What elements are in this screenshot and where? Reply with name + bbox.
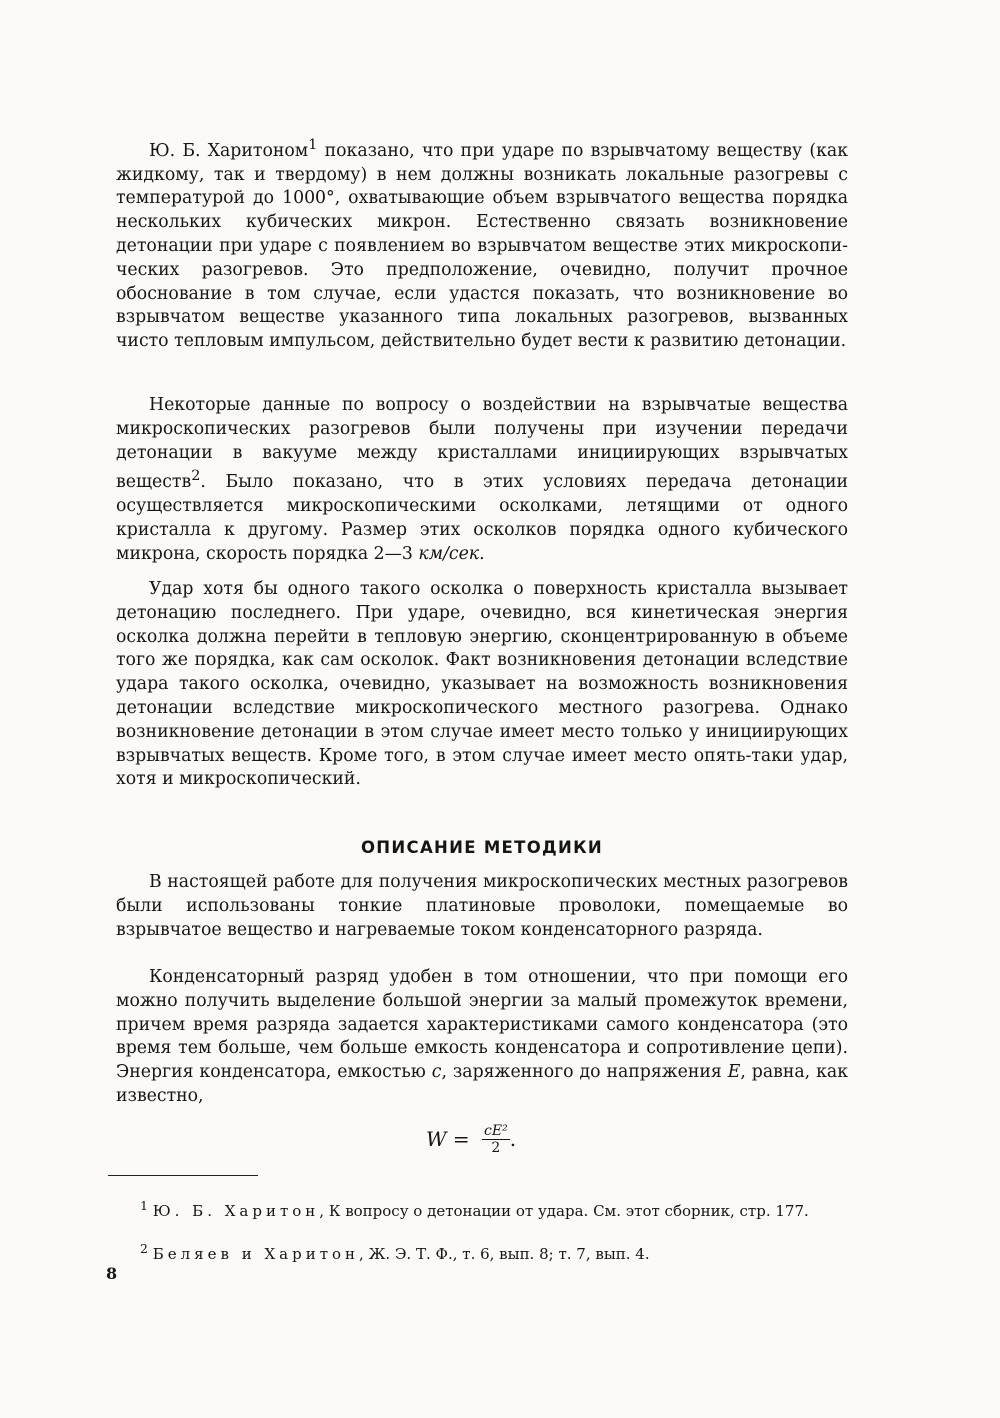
paragraph-5-end: , равна, как известно, [116,1062,849,1106]
paragraph-1 [116,134,848,354]
paragraph-2-text-b: . Было показано, что в этих условиях передача детонации осуществляется микроскопическими осколками, летящими от одного кристалла к другому. Размер этих осколков порядка одного кубического микрона, скорость порядка 2—3 [116,472,848,564]
energy-formula [426,1118,516,1160]
formula-denominator: 2 [491,1139,501,1156]
paragraph-2-text-a: Некоторые данные по вопросу о воздействии на взрывчатые вещества микроскопических разогревов были получены при изучении передачи детонации в вакууме между кристаллами инициирующих взрывчатых веществ [116,395,848,493]
formula-lhs: W [426,1127,447,1151]
formula-fraction [482,1123,510,1156]
voltage-symbol: E [727,1062,741,1083]
paragraph-5 [116,966,848,1109]
speed-unit: км/сек. [418,543,485,564]
footnote-divider [108,1175,258,1176]
author-name: Ю. Б. Харитоном [149,140,309,161]
footnote-2-mark: 2 [140,1241,148,1256]
footnote-ref-2[interactable]: 2 [191,468,201,485]
footnote-1-mark: 1 [140,1198,148,1213]
formula-period: . [509,1127,517,1151]
footnote-ref-1[interactable]: 1 [308,137,318,153]
paragraph-5-text-a: Конденсаторный разряд удобен в том отношении, что при помощи его можно получить выделение большой энергии за малый промежуток времени, причем время разряда задается характеристиками самого конденсатора (это время тем больше, чем больше емкость конденсатора и сопротивление цепи). Энергия конденсатора, емкостью [116,967,848,1083]
footnote-1 [108,1196,848,1221]
page-number: 8 [106,1264,118,1283]
footnote-1-author: Ю. Б. Харитон [152,1202,320,1220]
paragraph-1-text: показано, что при ударе по взрывчатому веществу (как жидкому, так и твердому) в нем должны возникать локальные разогревы с температурой до 1000°, охватывающие объем взрывчатого вещества порядка нескольких кубических микрон. Естественно связать возникновение детонации при ударе с появлением во взрывчатом веществе этих микроскопических разогревов. Это предположение, очевидно, получит прочное обоснование в том случае, если удастся показать, что возникновение во взрывчатом веществе указанного типа локальных разогревов, вызванных чисто тепловым импульсом, действительно будет вести к развитию детонации. [116,140,849,352]
paragraph-4: В настоящей работе для получения микроскопических местных разогревов были использованы тонкие платиновые проволоки, помещаемые во взрывчатое вещество и нагреваемые током конденсаторного разряда. [116,872,848,940]
footnote-2 [108,1239,848,1264]
footnote-2-text: , Ж. Э. Т. Ф., т. 6, вып. 8; т. 7, вып. 4. [359,1245,650,1263]
paragraph-5-text-b: , заряженного до напряжения [441,1062,728,1083]
formula-numerator: cE² [484,1122,508,1139]
footnote-1-text: , К вопросу о детонации от удара. См. этот сборник, стр. 177. [319,1202,809,1220]
formula-equals: = [446,1127,477,1151]
section-heading: ОПИСАНИЕ МЕТОДИКИ [360,838,604,857]
footnote-2-author: Беляев и Харитон [152,1245,360,1263]
paragraph-2 [116,394,848,566]
paragraph-3: Удар хотя бы одного такого осколка о поверхность кристалла вызывает детонацию последнего. При ударе, очевидно, вся кинетическая энергия осколка должна перейти в тепловую энергию, сконцентрированную в объеме того же порядка, как сам осколок. Факт возникновения детонации вследствие удара такого осколка, очевидно, указывает на возможность возникновения детонации вследствие микроскопического местного разогрева. Однако возникновение детонации в этом случае имеет место только у инициирующих взрывчатых веществ. Кроме того, в этом случае имеет место опять-таки удар, хотя и микроскопический. [116,579,848,790]
capacitance-symbol: c [431,1062,442,1083]
